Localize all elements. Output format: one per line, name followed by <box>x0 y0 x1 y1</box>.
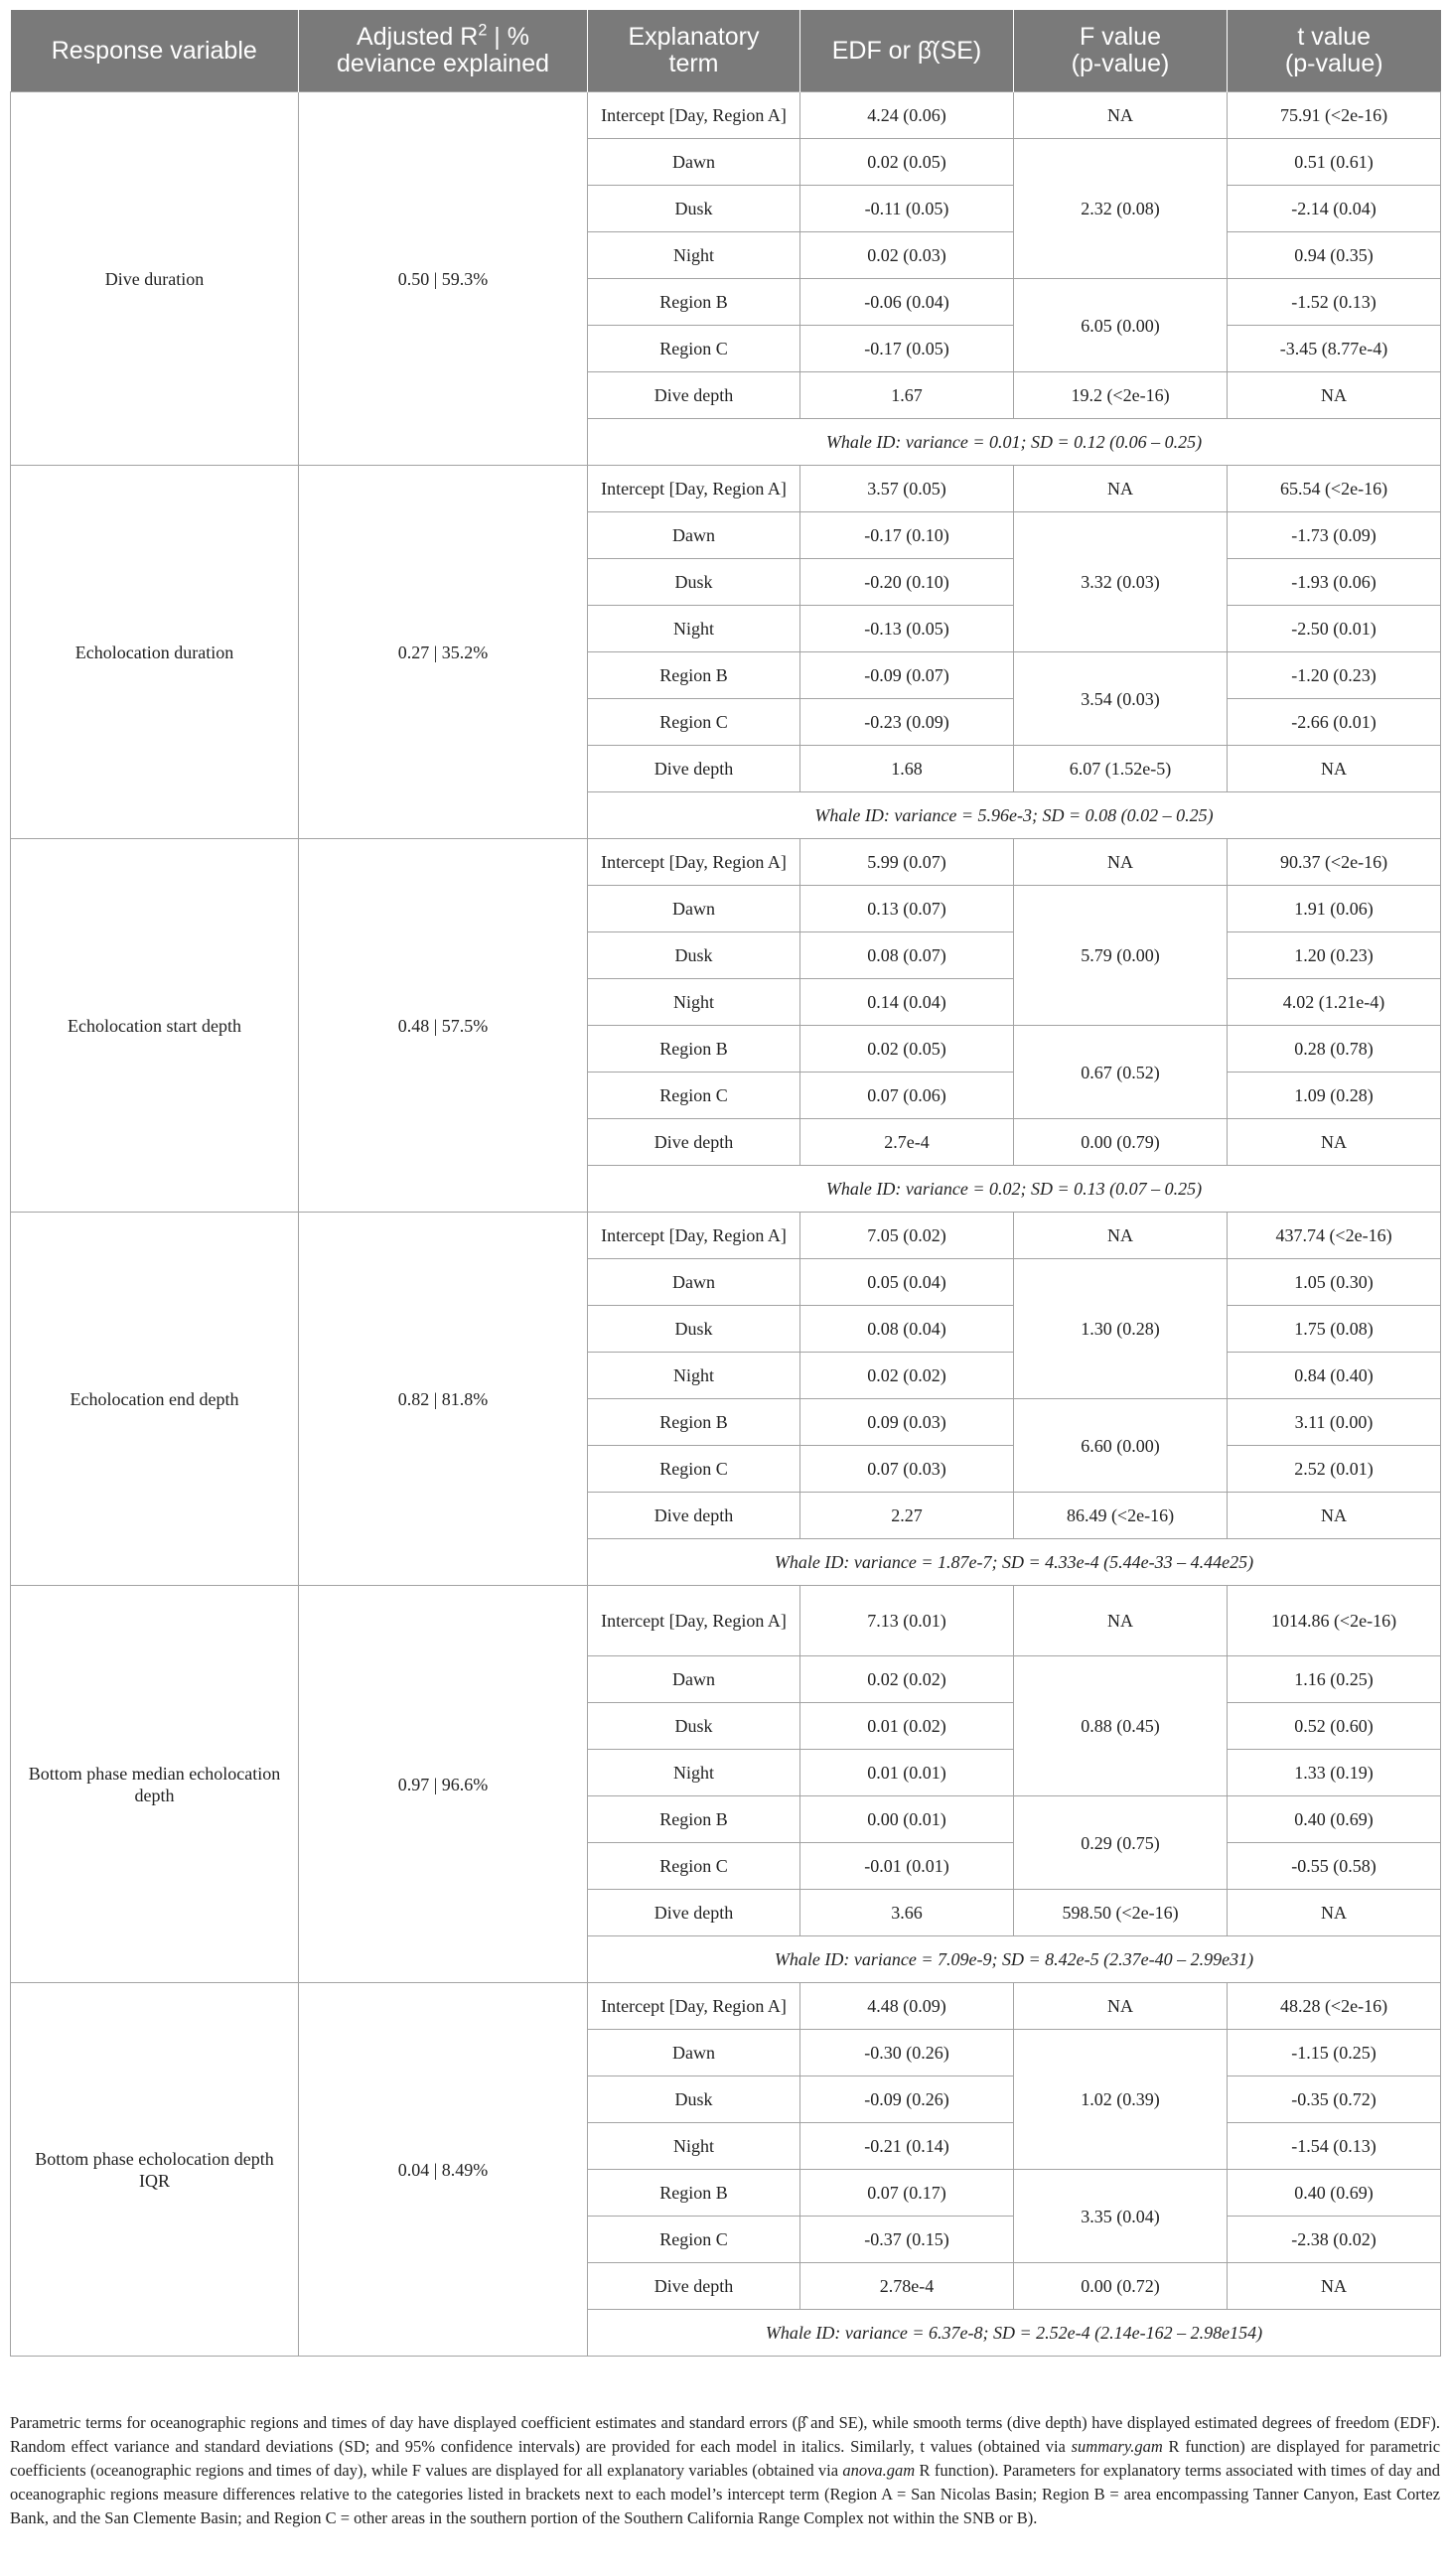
header-edf-label: EDF or β̂(SE) <box>831 36 982 65</box>
response-variable-cell: Echolocation duration <box>11 466 299 839</box>
edf-cell: -0.23 (0.09) <box>800 699 1014 746</box>
edf-cell: 4.48 (0.09) <box>800 1983 1014 2030</box>
edf-cell: 0.02 (0.03) <box>800 232 1014 279</box>
explanatory-term-cell: Region C <box>588 1446 800 1493</box>
explanatory-term-cell: Region C <box>588 2217 800 2263</box>
f-value-cell: NA <box>1014 466 1228 512</box>
t-value-cell: 1.75 (0.08) <box>1228 1306 1441 1353</box>
footnote-text-3: R function). Parameters for explanatory terms associated with times of day and oceanographic regions measure differences relative to the categories listed in brackets next to each model’s intercept term (Region A = San Nicolas Basin; Region B = area encompassing Tanner Canyon, East Cortez Bank, and the San Clemente Basin; and Region C = other areas in the southern portion of the Southern California Range Complex not within the SNB or B). <box>10 2461 1440 2527</box>
explanatory-term-cell: Night <box>588 1750 800 1796</box>
explanatory-term-cell: Dive depth <box>588 746 800 792</box>
random-effect-cell: Whale ID: variance = 6.37e-8; SD = 2.52e-4 (2.14e-162 – 2.98e154) <box>588 2310 1441 2357</box>
explanatory-term-cell: Region B <box>588 2170 800 2217</box>
table-container <box>10 10 1440 2357</box>
footnote-text-2: R function) are displayed for parametric coefficients (oceanographic regions and times of day), while F values are displayed for all explanatory variables (obtained via <box>10 2437 1441 2480</box>
t-value-cell: 0.40 (0.69) <box>1228 1796 1441 1843</box>
edf-cell: 0.09 (0.03) <box>800 1399 1014 1446</box>
t-value-cell: 437.74 (<2e-16) <box>1228 1213 1441 1259</box>
t-value-cell: -2.50 (0.01) <box>1228 606 1441 652</box>
header-row <box>11 10 1441 92</box>
table-row <box>11 839 1441 886</box>
footnote-function-summary: summary.gam <box>1071 2437 1163 2456</box>
header-f-label: F value <box>1080 23 1161 51</box>
edf-cell: 1.68 <box>800 746 1014 792</box>
f-value-cell: 2.32 (0.08) <box>1014 139 1228 279</box>
edf-cell: 0.02 (0.02) <box>800 1353 1014 1399</box>
f-value-cell: NA <box>1014 1586 1228 1656</box>
explanatory-term-cell: Night <box>588 979 800 1026</box>
edf-cell: -0.17 (0.10) <box>800 512 1014 559</box>
edf-cell: -0.01 (0.01) <box>800 1843 1014 1890</box>
header-adjusted <box>299 10 588 92</box>
edf-cell: -0.20 (0.10) <box>800 559 1014 606</box>
f-value-cell: 3.54 (0.03) <box>1014 652 1228 746</box>
edf-cell: 0.02 (0.05) <box>800 1026 1014 1073</box>
header-adjusted-label-2: deviance explained <box>336 50 550 77</box>
edf-cell: 0.07 (0.17) <box>800 2170 1014 2217</box>
header-adjusted-label: Adjusted R <box>357 23 479 51</box>
edf-cell: -0.09 (0.07) <box>800 652 1014 699</box>
explanatory-term-cell: Intercept [Day, Region A] <box>588 1586 800 1656</box>
table-row <box>11 92 1441 139</box>
header-response-label: Response variable <box>51 36 257 65</box>
f-value-cell: 0.00 (0.72) <box>1014 2263 1228 2310</box>
explanatory-term-cell: Dawn <box>588 1656 800 1703</box>
header-term-label: Explanatory <box>628 23 760 51</box>
edf-cell: -0.17 (0.05) <box>800 326 1014 372</box>
adjusted-r2-cell: 0.27 | 35.2% <box>299 466 588 839</box>
adjusted-r2-cell: 0.50 | 59.3% <box>299 92 588 466</box>
header-term <box>588 10 800 92</box>
t-value-cell: NA <box>1228 1493 1441 1539</box>
explanatory-term-cell: Region B <box>588 1796 800 1843</box>
edf-cell: 5.99 (0.07) <box>800 839 1014 886</box>
t-value-cell: 1014.86 (<2e-16) <box>1228 1586 1441 1656</box>
header-t <box>1228 10 1441 92</box>
explanatory-term-cell: Dawn <box>588 2030 800 2076</box>
t-value-cell: 65.54 (<2e-16) <box>1228 466 1441 512</box>
explanatory-term-cell: Dusk <box>588 2076 800 2123</box>
t-value-cell: -1.54 (0.13) <box>1228 2123 1441 2170</box>
t-value-cell: 0.84 (0.40) <box>1228 1353 1441 1399</box>
header-t-label: t value <box>1297 23 1372 51</box>
header-adjusted-label-rest: | % <box>487 23 529 51</box>
f-value-cell: 0.88 (0.45) <box>1014 1656 1228 1796</box>
t-value-cell: NA <box>1228 372 1441 419</box>
edf-cell: 2.7e-4 <box>800 1119 1014 1166</box>
t-value-cell: 1.16 (0.25) <box>1228 1656 1441 1703</box>
table-row <box>11 1983 1441 2030</box>
explanatory-term-cell: Region B <box>588 652 800 699</box>
t-value-cell: -2.38 (0.02) <box>1228 2217 1441 2263</box>
f-value-cell: 3.32 (0.03) <box>1014 512 1228 652</box>
t-value-cell: 0.51 (0.61) <box>1228 139 1441 186</box>
edf-cell: -0.30 (0.26) <box>800 2030 1014 2076</box>
t-value-cell: 0.52 (0.60) <box>1228 1703 1441 1750</box>
f-value-cell: 19.2 (<2e-16) <box>1014 372 1228 419</box>
explanatory-term-cell: Intercept [Day, Region A] <box>588 839 800 886</box>
table-body <box>11 92 1441 2357</box>
edf-cell: 1.67 <box>800 372 1014 419</box>
f-value-cell: 5.79 (0.00) <box>1014 886 1228 1026</box>
explanatory-term-cell: Region B <box>588 1026 800 1073</box>
adjusted-r2-cell: 0.82 | 81.8% <box>299 1213 588 1586</box>
t-value-cell: 1.20 (0.23) <box>1228 932 1441 979</box>
explanatory-term-cell: Intercept [Day, Region A] <box>588 1213 800 1259</box>
explanatory-term-cell: Dawn <box>588 512 800 559</box>
explanatory-term-cell: Night <box>588 1353 800 1399</box>
edf-cell: 2.27 <box>800 1493 1014 1539</box>
edf-cell: 0.07 (0.03) <box>800 1446 1014 1493</box>
t-value-cell: -3.45 (8.77e-4) <box>1228 326 1441 372</box>
explanatory-term-cell: Night <box>588 2123 800 2170</box>
t-value-cell: -2.66 (0.01) <box>1228 699 1441 746</box>
t-value-cell: -0.55 (0.58) <box>1228 1843 1441 1890</box>
response-variable-cell: Echolocation start depth <box>11 839 299 1213</box>
header-response <box>11 10 299 92</box>
t-value-cell: 48.28 (<2e-16) <box>1228 1983 1441 2030</box>
explanatory-term-cell: Intercept [Day, Region A] <box>588 466 800 512</box>
header-term-label-2: term <box>668 50 719 77</box>
explanatory-term-cell: Dive depth <box>588 1119 800 1166</box>
response-variable-cell: Bottom phase median echolocation depth <box>11 1586 299 1983</box>
t-value-cell: 0.40 (0.69) <box>1228 2170 1441 2217</box>
explanatory-term-cell: Dive depth <box>588 1890 800 1936</box>
edf-cell: -0.21 (0.14) <box>800 2123 1014 2170</box>
t-value-cell: 3.11 (0.00) <box>1228 1399 1441 1446</box>
f-value-cell: 1.02 (0.39) <box>1014 2030 1228 2170</box>
header-f-label-2: (p-value) <box>1071 50 1170 77</box>
table-footnote <box>10 2411 1440 2530</box>
t-value-cell: 4.02 (1.21e-4) <box>1228 979 1441 1026</box>
edf-cell: 7.13 (0.01) <box>800 1586 1014 1656</box>
edf-cell: 0.14 (0.04) <box>800 979 1014 1026</box>
f-value-cell: 6.07 (1.52e-5) <box>1014 746 1228 792</box>
f-value-cell: 0.29 (0.75) <box>1014 1796 1228 1890</box>
f-value-cell: 6.05 (0.00) <box>1014 279 1228 372</box>
explanatory-term-cell: Dive depth <box>588 2263 800 2310</box>
explanatory-term-cell: Dusk <box>588 1703 800 1750</box>
random-effect-cell: Whale ID: variance = 7.09e-9; SD = 8.42e-5 (2.37e-40 – 2.99e31) <box>588 1936 1441 1983</box>
f-value-cell: 598.50 (<2e-16) <box>1014 1890 1228 1936</box>
adjusted-r2-cell: 0.48 | 57.5% <box>299 839 588 1213</box>
t-value-cell: 75.91 (<2e-16) <box>1228 92 1441 139</box>
f-value-cell: NA <box>1014 839 1228 886</box>
edf-cell: -0.09 (0.26) <box>800 2076 1014 2123</box>
footnote-text-1: Parametric terms for oceanographic regions and times of day have displayed coefficient estimates and standard errors (β̂ and SE), while smooth terms (dive depth) have displayed estimated degrees of freedom (EDF). Random effect variance and standard deviations (SD; and 95% confidence intervals) are provided for each model in italics. Similarly, t values (obtained via <box>10 2413 1440 2456</box>
edf-cell: -0.13 (0.05) <box>800 606 1014 652</box>
response-variable-cell: Dive duration <box>11 92 299 466</box>
t-value-cell: NA <box>1228 2263 1441 2310</box>
footnote-function-anova: anova.gam <box>842 2461 916 2480</box>
t-value-cell: 1.91 (0.06) <box>1228 886 1441 932</box>
explanatory-term-cell: Night <box>588 606 800 652</box>
t-value-cell: 90.37 (<2e-16) <box>1228 839 1441 886</box>
edf-cell: -0.06 (0.04) <box>800 279 1014 326</box>
edf-cell: 2.78e-4 <box>800 2263 1014 2310</box>
f-value-cell: NA <box>1014 92 1228 139</box>
table-row <box>11 466 1441 512</box>
f-value-cell: 3.35 (0.04) <box>1014 2170 1228 2263</box>
t-value-cell: 0.94 (0.35) <box>1228 232 1441 279</box>
response-variable-cell: Echolocation end depth <box>11 1213 299 1586</box>
explanatory-term-cell: Intercept [Day, Region A] <box>588 1983 800 2030</box>
edf-cell: -0.11 (0.05) <box>800 186 1014 232</box>
edf-cell: 0.01 (0.02) <box>800 1703 1014 1750</box>
explanatory-term-cell: Dive depth <box>588 372 800 419</box>
t-value-cell: NA <box>1228 1119 1441 1166</box>
edf-cell: 0.02 (0.02) <box>800 1656 1014 1703</box>
random-effect-cell: Whale ID: variance = 0.02; SD = 0.13 (0.07 – 0.25) <box>588 1166 1441 1213</box>
explanatory-term-cell: Dawn <box>588 886 800 932</box>
edf-cell: -0.37 (0.15) <box>800 2217 1014 2263</box>
explanatory-term-cell: Dive depth <box>588 1493 800 1539</box>
header-f <box>1014 10 1228 92</box>
explanatory-term-cell: Dusk <box>588 932 800 979</box>
t-value-cell: NA <box>1228 746 1441 792</box>
adjusted-r2-cell: 0.04 | 8.49% <box>299 1983 588 2357</box>
t-value-cell: -0.35 (0.72) <box>1228 2076 1441 2123</box>
f-value-cell: 1.30 (0.28) <box>1014 1259 1228 1399</box>
random-effect-cell: Whale ID: variance = 0.01; SD = 0.12 (0.06 – 0.25) <box>588 419 1441 466</box>
t-value-cell: -1.93 (0.06) <box>1228 559 1441 606</box>
header-adjusted-sup: 2 <box>478 21 488 40</box>
explanatory-term-cell: Dusk <box>588 186 800 232</box>
f-value-cell: 0.00 (0.79) <box>1014 1119 1228 1166</box>
edf-cell: 0.01 (0.01) <box>800 1750 1014 1796</box>
edf-cell: 0.00 (0.01) <box>800 1796 1014 1843</box>
explanatory-term-cell: Intercept [Day, Region A] <box>588 92 800 139</box>
edf-cell: 0.13 (0.07) <box>800 886 1014 932</box>
model-results-table <box>10 10 1441 2357</box>
table-row <box>11 1213 1441 1259</box>
f-value-cell: 0.67 (0.52) <box>1014 1026 1228 1119</box>
explanatory-term-cell: Dawn <box>588 139 800 186</box>
f-value-cell: 86.49 (<2e-16) <box>1014 1493 1228 1539</box>
adjusted-r2-cell: 0.97 | 96.6% <box>299 1586 588 1983</box>
f-value-cell: NA <box>1014 1213 1228 1259</box>
edf-cell: 4.24 (0.06) <box>800 92 1014 139</box>
t-value-cell: NA <box>1228 1890 1441 1936</box>
edf-cell: 3.66 <box>800 1890 1014 1936</box>
header-edf <box>800 10 1014 92</box>
random-effect-cell: Whale ID: variance = 1.87e-7; SD = 4.33e-4 (5.44e-33 – 4.44e25) <box>588 1539 1441 1586</box>
edf-cell: 7.05 (0.02) <box>800 1213 1014 1259</box>
edf-cell: 0.08 (0.07) <box>800 932 1014 979</box>
response-variable-cell: Bottom phase echolocation depth IQR <box>11 1983 299 2357</box>
random-effect-cell: Whale ID: variance = 5.96e-3; SD = 0.08 (0.02 – 0.25) <box>588 792 1441 839</box>
t-value-cell: -1.73 (0.09) <box>1228 512 1441 559</box>
f-value-cell: NA <box>1014 1983 1228 2030</box>
f-value-cell: 6.60 (0.00) <box>1014 1399 1228 1493</box>
explanatory-term-cell: Region C <box>588 1843 800 1890</box>
edf-cell: 0.02 (0.05) <box>800 139 1014 186</box>
t-value-cell: -1.20 (0.23) <box>1228 652 1441 699</box>
explanatory-term-cell: Region B <box>588 1399 800 1446</box>
explanatory-term-cell: Dawn <box>588 1259 800 1306</box>
t-value-cell: -2.14 (0.04) <box>1228 186 1441 232</box>
explanatory-term-cell: Dusk <box>588 559 800 606</box>
explanatory-term-cell: Region B <box>588 279 800 326</box>
explanatory-term-cell: Dusk <box>588 1306 800 1353</box>
t-value-cell: 1.05 (0.30) <box>1228 1259 1441 1306</box>
table-row <box>11 1586 1441 1656</box>
t-value-cell: 2.52 (0.01) <box>1228 1446 1441 1493</box>
t-value-cell: -1.15 (0.25) <box>1228 2030 1441 2076</box>
explanatory-term-cell: Night <box>588 232 800 279</box>
edf-cell: 0.08 (0.04) <box>800 1306 1014 1353</box>
header-t-label-2: (p-value) <box>1284 50 1383 77</box>
edf-cell: 0.07 (0.06) <box>800 1073 1014 1119</box>
edf-cell: 0.05 (0.04) <box>800 1259 1014 1306</box>
explanatory-term-cell: Region C <box>588 699 800 746</box>
t-value-cell: 1.33 (0.19) <box>1228 1750 1441 1796</box>
t-value-cell: -1.52 (0.13) <box>1228 279 1441 326</box>
explanatory-term-cell: Region C <box>588 326 800 372</box>
explanatory-term-cell: Region C <box>588 1073 800 1119</box>
t-value-cell: 0.28 (0.78) <box>1228 1026 1441 1073</box>
t-value-cell: 1.09 (0.28) <box>1228 1073 1441 1119</box>
edf-cell: 3.57 (0.05) <box>800 466 1014 512</box>
